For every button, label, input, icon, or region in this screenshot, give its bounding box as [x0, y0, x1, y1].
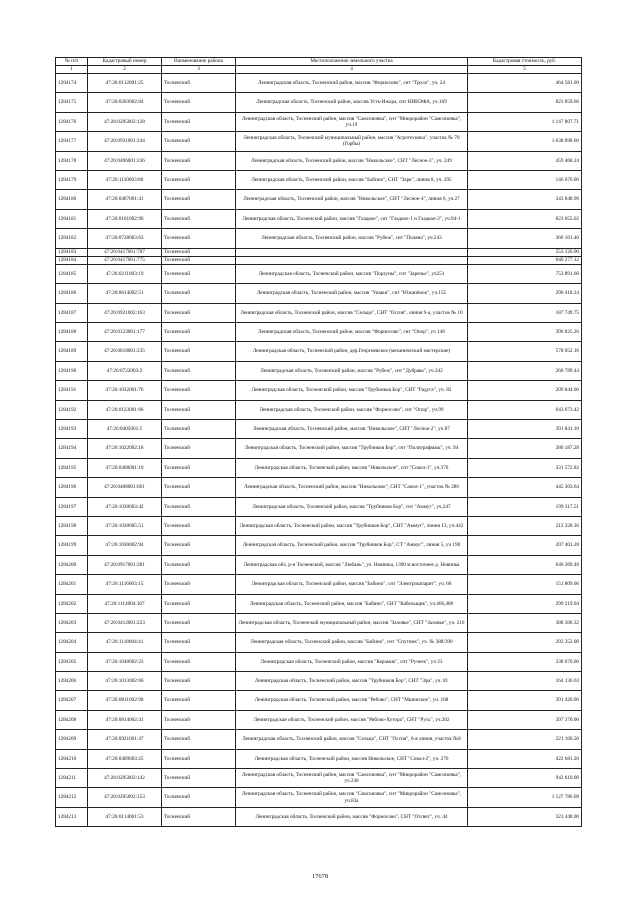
district-cell: Тосненский [162, 256, 236, 264]
cadastral-value-cell: 209 844.00 [468, 381, 582, 400]
table-row [56, 303, 582, 322]
row-number-cell: 1284213 [56, 807, 88, 826]
district-cell: Тосненский [162, 342, 236, 361]
cadastral-number-cell: 47:26:0211003:19 [88, 264, 162, 283]
location-cell: Ленинградская область, Тосненский район, массив "Трубников Бор", СНТ "Аммуг", линия 13, уч.442 [236, 516, 468, 535]
location-cell: Ленинградская область, Тосненский район, массив "Трубников Бор", снт "Полиграфмаш", уч. 94 [236, 439, 468, 458]
district-cell: Тосненский [162, 74, 236, 93]
district-cell: Тосненский [162, 284, 236, 303]
row-number-cell: 1284192 [56, 400, 88, 419]
cadastral-number-cell: 47:26:0811002:98 [88, 691, 162, 710]
cadastral-value-cell: 331 572.82 [468, 458, 582, 477]
header-cadastral-value: Кадастровая стоимость, руб. [468, 58, 582, 66]
row-number-cell: 1284207 [56, 691, 88, 710]
location-cell: Ленинградская область, Тосненский район, массив "Сельцо", СНТ "Оссия", 6-я линия, участок №8 [236, 730, 468, 749]
location-cell: Ленинградская область, Тосненский район, дер.Георгиевское (механический мастерские) [236, 342, 468, 361]
cadastral-number-cell: 47:26:0417001:775 [88, 256, 162, 264]
table-row [56, 672, 582, 691]
district-cell: Тосненский [162, 478, 236, 497]
cadastral-number-cell: 47:26:1032001:76 [88, 381, 162, 400]
location-cell: Ленинградская область, Тосненский район, массив "Самсоновка", снт "Микрорайон "Самсоновка", уч.19 [236, 112, 468, 131]
location-cell: Ленинградская область, Тосненский район, массив "Никольское", СНТ "Сокол-1", участок № 286 [236, 478, 468, 497]
cadastral-value-cell: 221 160.50 [468, 730, 582, 749]
cadastral-value-cell: 199 317.51 [468, 497, 582, 516]
row-number-cell: 1284205 [56, 652, 88, 671]
cadastral-table [55, 57, 582, 827]
district-cell: Тосненский [162, 594, 236, 613]
cadastral-value-cell: 146 676.00 [468, 170, 582, 189]
row-number-cell: 1284198 [56, 516, 88, 535]
cadastral-number-cell: 47:26:0814002:41 [88, 710, 162, 729]
row-number-cell: 1284186 [56, 284, 88, 303]
table-row [56, 594, 582, 613]
table-body [56, 74, 582, 827]
cadastral-number-cell: 47:26:1110003:80 [88, 170, 162, 189]
table-row [56, 209, 582, 228]
district-cell: Тосненский [162, 112, 236, 131]
cadastral-value-cell: 422 681.20 [468, 749, 582, 768]
table-row [56, 74, 582, 93]
cadastral-number-cell: 47:26:0412001:223 [88, 613, 162, 632]
district-cell: Тосненский [162, 323, 236, 342]
cadastral-value-cell: 643 673.42 [468, 400, 582, 419]
cadastral-number-cell: 47:26:0931001:244 [88, 132, 162, 151]
cadastral-number-cell: 47:26:0203002:84 [88, 93, 162, 112]
cadastral-number-cell: 47:26:0409003:25 [88, 749, 162, 768]
location-cell: Ленинградская область, Тосненский район, массив "Форносово", СНТ "Отсвет", уч. 44 [236, 807, 468, 826]
table-row [56, 248, 582, 256]
column-number: 5 [468, 66, 582, 74]
cadastral-value-cell: 823 859.66 [468, 93, 582, 112]
cadastral-value-cell: 1 147 807.71 [468, 112, 582, 131]
row-number-cell: 1284176 [56, 112, 88, 131]
location-cell: Ленинградская область, Тосненский район, массив "Бабино", СНТ "Заря", линия 8, уч. 295 [236, 170, 468, 189]
cadastral-value-cell: 187 749.75 [468, 303, 582, 322]
location-cell: Ленинградская область, Тосненский район, массив "Рубеж", снт "Поляна", уч.243 [236, 229, 468, 248]
district-cell: Тосненский [162, 151, 236, 170]
cadastral-value-cell: 823 655.02 [468, 209, 582, 228]
cadastral-value-cell: 1 127 786.08 [468, 788, 582, 807]
cadastral-value-cell: 343 848.96 [468, 190, 582, 209]
table-row [56, 536, 582, 555]
row-number-cell: 1284194 [56, 439, 88, 458]
cadastral-value-cell: 260 789.44 [468, 361, 582, 380]
district-cell: Тосненский [162, 439, 236, 458]
cadastral-value-cell: 553 120.00 [468, 248, 582, 256]
cadastral-number-cell: 47:26:1030003:42 [88, 497, 162, 516]
cadastral-value-cell: 578 052.16 [468, 342, 582, 361]
location-cell: Ленинградская обл, р-н Тосненский, массив "Любань", ул. Новинка, 1300 м восточнее д. Новинка [236, 555, 468, 574]
row-number-cell: 1284208 [56, 710, 88, 729]
location-cell: Ленинградская область, Тосненский район, массив "Рубеж", снт "Дубрава", уч.342 [236, 361, 468, 380]
location-cell: Ленинградская область, Тосненский район, массив "Трубников Бор", СНТ "Эра", уч. 81 [236, 672, 468, 691]
location-cell: Ленинградская область, Тосненский район, массив "Форносово", снт "Опор", уч 148 [236, 323, 468, 342]
district-cell: Тосненский [162, 190, 236, 209]
cadastral-number-cell: 47:26:0408001:661 [88, 478, 162, 497]
row-number-cell: 1284197 [56, 497, 88, 516]
row-number-cell: 1284204 [56, 633, 88, 652]
row-number-cell: 1284178 [56, 151, 88, 170]
location-cell: Ленинградская область, Тосненский район, массив "Форносово", снт "Тролл", уч. 24 [236, 74, 468, 93]
cadastral-number-cell: 47:26:0728003:63 [88, 229, 162, 248]
row-number-cell: 1284191 [56, 381, 88, 400]
location-cell: Ленинградская область, Тосненский муниципальный район, массив "Заховье", СНТ "Заховье", уч. 210 [236, 613, 468, 632]
cadastral-value-cell: 753 891.60 [468, 264, 582, 283]
cadastral-value-cell: 459 468.24 [468, 151, 582, 170]
table-row [56, 256, 582, 264]
cadastral-value-cell: 464 581.00 [468, 74, 582, 93]
cadastral-number-cell: 47:26:0917001:381 [88, 555, 162, 574]
location-cell: Ленинградская область, Тосненский район, массив "Гладкое", снт "Гладкое-1 и Гладкое-2", уч.94-1 [236, 209, 468, 228]
cadastral-number-cell: 47:26:0112001:25 [88, 74, 162, 93]
table-row [56, 420, 582, 439]
row-number-cell: 1284199 [56, 536, 88, 555]
table-header-row [56, 58, 582, 66]
row-number-cell: 1284211 [56, 769, 88, 788]
row-number-cell: 1284203 [56, 613, 88, 632]
cadastral-number-cell: 47:26:0417001:787 [88, 248, 162, 256]
table-row [56, 93, 582, 112]
location-cell [236, 256, 468, 264]
cadastral-number-cell: 47:26:0407001:41 [88, 190, 162, 209]
table-row [56, 342, 582, 361]
table-row [56, 112, 582, 131]
table-row [56, 749, 582, 768]
cadastral-value-cell: 212 328.36 [468, 516, 582, 535]
cadastral-value-cell: 299 219.04 [468, 594, 582, 613]
table-row [56, 807, 582, 826]
table-row [56, 190, 582, 209]
cadastral-value-cell: 151 809.66 [468, 575, 582, 594]
cadastral-value-cell: 640 277.12 [468, 256, 582, 264]
row-number-cell: 1284201 [56, 575, 88, 594]
cadastral-value-cell: 207 401.28 [468, 536, 582, 555]
row-number-cell: 1284177 [56, 132, 88, 151]
row-number-cell: 1284180 [56, 190, 88, 209]
table-row [56, 229, 582, 248]
cadastral-number-cell: 47:26:0114001:53 [88, 807, 162, 826]
location-cell: Ленинградская область, Тосненский район, массив "Бабино", снт "Электрошпарит", уч. 68 [236, 575, 468, 594]
location-cell: Ленинградская область, Тосненский район, массив "Трубников Бор", СНТ "Радуга", уч. 83 [236, 381, 468, 400]
row-number-cell: 1284183 [56, 248, 88, 256]
cadastral-value-cell: 286 187.28 [468, 439, 582, 458]
district-cell: Тосненский [162, 361, 236, 380]
district-cell: Тосненский [162, 497, 236, 516]
cadastral-value-cell: 388 506.32 [468, 613, 582, 632]
table-row [56, 633, 582, 652]
district-cell: Тосненский [162, 132, 236, 151]
cadastral-number-cell: 47:26:1040002:23 [88, 652, 162, 671]
table-row [56, 400, 582, 419]
cadastral-number-cell: 47:26:0921001:47 [88, 730, 162, 749]
location-cell: Ленинградская область, Тосненский район, массив "Ушаки", снт "Южанёнок", уч.155 [236, 284, 468, 303]
row-number-cell: 1284181 [56, 209, 88, 228]
row-number-cell: 1284202 [56, 594, 88, 613]
table-row [56, 478, 582, 497]
cadastral-number-cell: 47:26:0123001:66 [88, 400, 162, 419]
cadastral-number-cell: 47:26:0722003:2 [88, 361, 162, 380]
table-row [56, 710, 582, 729]
location-cell: Ленинградская область, Тосненский район, массив "Никольское", СНТ "Лесное-4", линия 6, уч.27 [236, 190, 468, 209]
table-row [56, 323, 582, 342]
cadastral-number-cell: 47:26:0205002:153 [88, 788, 162, 807]
header-row-number: № п/п [56, 58, 88, 66]
location-cell: Ленинградская область, Тосненский район, массив "Трубников Бор", СТ "Аммуг", линия 5, уч 190 [236, 536, 468, 555]
cadastral-number-cell: 47:26:1030002:94 [88, 536, 162, 555]
cadastral-number-cell: 47:26:0205002:128 [88, 112, 162, 131]
cadastral-number-cell: 47:26:0101002:96 [88, 209, 162, 228]
cadastral-value-cell: 323 448.00 [468, 807, 582, 826]
cadastral-number-cell: 47:26:1118004:41 [88, 633, 162, 652]
cadastral-number-cell: 47:26:1030005:51 [88, 516, 162, 535]
row-number-cell: 1284196 [56, 478, 88, 497]
header-cadastral-number: Кадастровый номер [88, 58, 162, 66]
table-row [56, 439, 582, 458]
row-number-cell: 1284188 [56, 323, 88, 342]
location-cell: Ленинградская область, Тосненский район, массив "Рябово", СНТ "Мшинское", уч. 168 [236, 691, 468, 710]
table-row [56, 284, 582, 303]
cadastral-value-cell: 445 303.64 [468, 478, 582, 497]
column-number: 4 [236, 66, 468, 74]
cadastral-number-cell: 47:26:0205002:142 [88, 769, 162, 788]
cadastral-value-cell: 164 136.63 [468, 672, 582, 691]
district-cell: Тосненский [162, 730, 236, 749]
district-cell: Тосненский [162, 93, 236, 112]
district-cell: Тосненский [162, 229, 236, 248]
location-cell: Ленинградская область, Тосненский муниципальный район, массив "Агротехника", участок № 70 (Горбы) [236, 132, 468, 151]
row-number-cell: 1284175 [56, 93, 88, 112]
row-number-cell: 1284212 [56, 788, 88, 807]
cadastral-value-cell: 391 841.10 [468, 420, 582, 439]
location-cell: Ленинградская область, Тосненский район, массив "Никольское", снт "Сокол-1", уч.370 [236, 458, 468, 477]
page-number: 17678 [311, 873, 329, 880]
district-cell: Тосненский [162, 672, 236, 691]
table-row [56, 264, 582, 283]
table-row [56, 613, 582, 632]
cadastral-value-cell: 390 825.26 [468, 323, 582, 342]
row-number-cell: 1284174 [56, 74, 88, 93]
district-cell: Тосненский [162, 381, 236, 400]
location-cell: Ленинградская область, Тосненский район, массив "Никольское", СНТ "Лесное-2", уч.87 [236, 420, 468, 439]
location-cell: Ленинградская область, Тосненский район, массив Усть-Ижора, снт НИИЭФА, уч.169 [236, 93, 468, 112]
location-cell: Ленинградская область, Тосненский район, массив "Самсоновка", снт "Микрорайон "Самсоновка", уч.238 [236, 769, 468, 788]
column-number: 3 [162, 66, 236, 74]
district-cell: Тосненский [162, 536, 236, 555]
table-row [56, 691, 582, 710]
district-cell: Тосненский [162, 575, 236, 594]
location-cell: Ленинградская область, Тосненский район, массив "Бабино", СНТ "Кабельщик", уч.466,468 [236, 594, 468, 613]
location-cell: Ленинградская область, Тосненский район, массив "Порзуны", снт "Заречье", уч251 [236, 264, 468, 283]
location-cell: Ленинградская область, Тосненский район, массив "Никольское", СНТ "Лесное-3", уч. 249 [236, 151, 468, 170]
location-cell: Ленинградская область, Тосненский район, массив "Трубников Бор", снт "Аммуг", уч.247 [236, 497, 468, 516]
table-row [56, 458, 582, 477]
location-cell: Ленинградская область, Тосненский район, массив "Керамик", снт "Ручеек", уч 23 [236, 652, 468, 671]
district-cell: Тосненский [162, 613, 236, 632]
column-number: 2 [88, 66, 162, 74]
district-cell: Тосненский [162, 209, 236, 228]
location-cell: Ленинградская область, Тосненский район, массив Никольское, СНТ "Сокол-2", уч. 270 [236, 749, 468, 768]
table-row [56, 516, 582, 535]
row-number-cell: 1284210 [56, 749, 88, 768]
column-number: 1 [56, 66, 88, 74]
cadastral-value-cell: 366 161.40 [468, 229, 582, 248]
cadastral-number-cell: 47:26:1114004:107 [88, 594, 162, 613]
table-row [56, 381, 582, 400]
cadastral-number-cell: 47:26:0408001:10 [88, 458, 162, 477]
cadastral-number-cell: 47:26:0123001:177 [88, 323, 162, 342]
table-row [56, 170, 582, 189]
table-row [56, 769, 582, 788]
row-number-cell: 1284187 [56, 303, 88, 322]
district-cell: Тосненский [162, 248, 236, 256]
location-cell [236, 248, 468, 256]
cadastral-number-cell: 47:26:0614002:51 [88, 284, 162, 303]
header-district-name: Наименование района [162, 58, 236, 66]
table-row [56, 497, 582, 516]
cadastral-value-cell: 338 670.00 [468, 652, 582, 671]
cadastral-value-cell: 1 638 898.60 [468, 132, 582, 151]
table-row [56, 361, 582, 380]
table-row [56, 555, 582, 574]
district-cell: Тосненский [162, 170, 236, 189]
row-number-cell: 1284193 [56, 420, 88, 439]
district-cell: Тосненский [162, 458, 236, 477]
cadastral-value-cell: 293 352.00 [468, 633, 582, 652]
row-number-cell: 1284185 [56, 264, 88, 283]
cadastral-number-cell: 47:26:0406001:236 [88, 151, 162, 170]
row-number-cell: 1284209 [56, 730, 88, 749]
district-cell: Тосненский [162, 264, 236, 283]
district-cell: Тосненский [162, 400, 236, 419]
cadastral-number-cell: 47:26:1022002:18 [88, 439, 162, 458]
district-cell: Тосненский [162, 788, 236, 807]
cadastral-value-cell: 290 418.24 [468, 284, 582, 303]
cadastral-number-cell: 47:26:0921002:163 [88, 303, 162, 322]
cadastral-number-cell: 47:26:1116003:15 [88, 575, 162, 594]
row-number-cell: 1284195 [56, 458, 88, 477]
location-cell: Ленинградская область, Тосненский район, массив "Бабино", снт "Спутник", уч. № 388/390 [236, 633, 468, 652]
cadastral-number-cell: 47:26:0405001:5 [88, 420, 162, 439]
cadastral-number-cell: 47:26:1013002:66 [88, 672, 162, 691]
district-cell: Тосненский [162, 633, 236, 652]
district-cell: Тосненский [162, 749, 236, 768]
cadastral-value-cell: 646 269.48 [468, 555, 582, 574]
table-row [56, 652, 582, 671]
table-row [56, 132, 582, 151]
district-cell: Тосненский [162, 769, 236, 788]
header-location: Местоположение земельного участка [236, 58, 468, 66]
table-row [56, 151, 582, 170]
location-cell: Ленинградская область, Тосненский район, массив "Форносово", снт "Опор", уч.99 [236, 400, 468, 419]
district-cell: Тосненский [162, 652, 236, 671]
district-cell: Тосненский [162, 807, 236, 826]
row-number-cell: 1284206 [56, 672, 88, 691]
district-cell: Тосненский [162, 710, 236, 729]
district-cell: Тосненский [162, 516, 236, 535]
district-cell: Тосненский [162, 691, 236, 710]
cadastral-value-cell: 397 370.00 [468, 710, 582, 729]
location-cell: Ленинградская область, Тосненский район, массив "Самсоновка", снт "Микрорайон "Самсоновка", уч.83а [236, 788, 468, 807]
row-number-cell: 1284182 [56, 229, 88, 248]
cadastral-value-cell: 942 610.00 [468, 769, 582, 788]
district-cell: Тосненский [162, 420, 236, 439]
cadastral-value-cell: 391 420.00 [468, 691, 582, 710]
location-cell: Ленинградская область, Тосненский район, массив "Сельцо", СНТ "Оссия", линия 9-а, участок № 10 [236, 303, 468, 322]
row-number-cell: 1284189 [56, 342, 88, 361]
row-number-cell: 1284179 [56, 170, 88, 189]
district-cell: Тосненский [162, 303, 236, 322]
row-number-cell: 1284190 [56, 361, 88, 380]
row-number-cell: 1284200 [56, 555, 88, 574]
cadastral-number-cell: 47:26:0818001:235 [88, 342, 162, 361]
district-cell: Тосненский [162, 555, 236, 574]
location-cell: Ленинградская область, Тосненский район, массив "Рябово-Хутора", СНТ "Русь", уч.202 [236, 710, 468, 729]
table-row [56, 730, 582, 749]
table-row [56, 788, 582, 807]
column-number-row [56, 66, 582, 74]
row-number-cell: 1284184 [56, 256, 88, 264]
table-row [56, 575, 582, 594]
